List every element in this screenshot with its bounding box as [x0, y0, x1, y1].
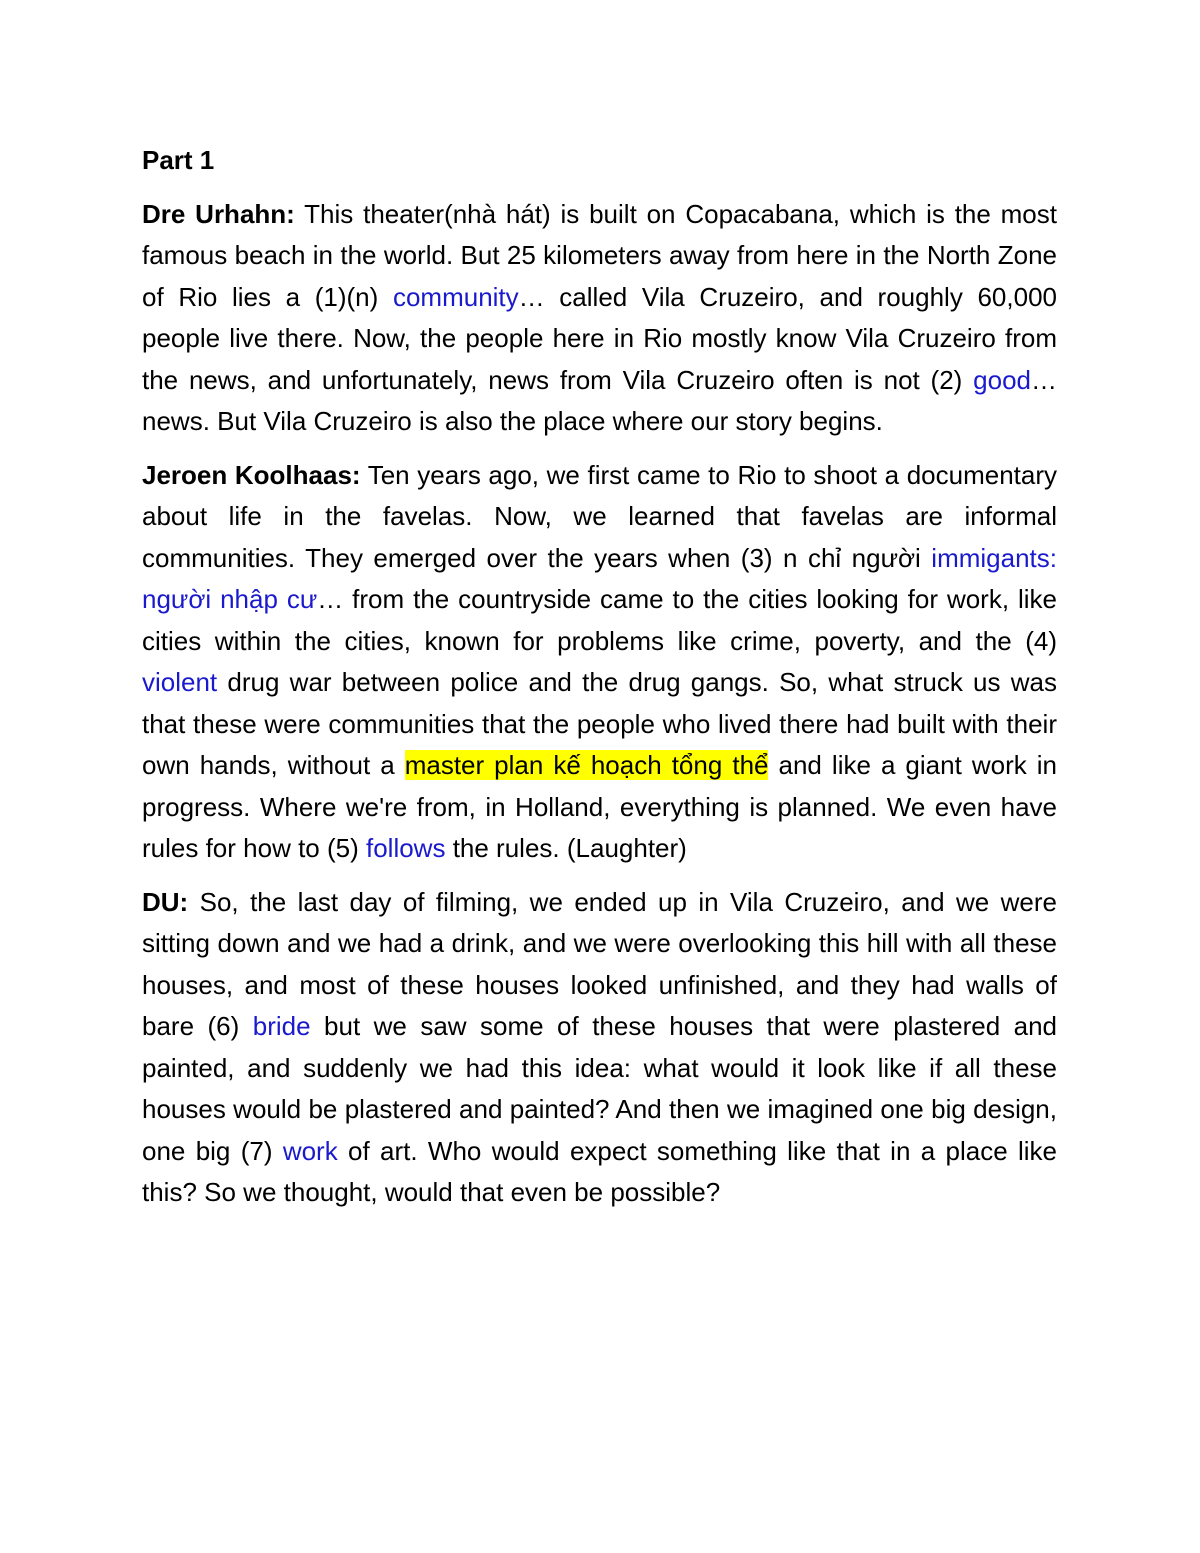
answer-2: good [973, 364, 1031, 395]
answer-4: violent [142, 667, 218, 697]
answer-7: work [282, 1135, 338, 1166]
speaker-name: DU: [142, 886, 189, 917]
document-page [142, 140, 1057, 1226]
paragraph-text: … called Vila Cruzeiro, and roughly 60,000 people live there. Now, the people here in Rio mostly know Vila Cruzeiro from the news, and unfortunately, news from Vila Cruzeiro often is not (2) [142, 281, 1057, 395]
paragraph-text: So, the last day of filming, we ended up in Vila Cruzeiro, and we were sitting down and we had a drink, and we were overlooking this hill with all these houses, and most of these houses looked unfinished, and they had walls of bare (6) [142, 886, 1057, 1041]
paragraph-text: drug war between police and the drug gangs. So, what struck us was that these were communities that the people who lived there had built with their own hands, without a [142, 667, 1057, 780]
paragraph-jeroen-koolhaas [142, 455, 1057, 870]
paragraph-text: … from the countryside came to the cities looking for work, like cities within the cities, known for problems like crime, poverty, and the (4) [142, 584, 1057, 656]
answer-3: immigants: người nhập cư [142, 542, 1057, 614]
part-heading: Part 1 [142, 145, 215, 175]
paragraph-dre-urhahn [142, 194, 1057, 443]
paragraph-text: of art. Who would expect something like that in a place like this? So we thought, would that even be possible? [142, 1135, 1057, 1207]
answer-6: bride [252, 1011, 311, 1041]
paragraph-text: … news. But Vila Cruzeiro is also the place where our story begins. [142, 364, 1057, 436]
paragraph-du [142, 882, 1057, 1214]
paragraph-text: the rules. (Laughter) [445, 833, 687, 863]
answer-1: community [392, 281, 519, 312]
paragraph-text: Ten years ago, we first came to Rio to shoot a documentary about life in the favelas. Now, we learned that favelas are informal communities. They emerged over the years when (3) n chỉ người [142, 459, 1057, 573]
highlighted-note: master plan kế hoạch tổng thể [404, 750, 769, 780]
speaker-name: Jeroen Koolhaas: [142, 459, 361, 490]
paragraph-text: but we saw some of these houses that were plastered and painted, and suddenly we had this idea: what would it look like if all these houses would be plastered and painted? And then we imagined one big design, one big (7) [142, 1011, 1057, 1166]
speaker-name: Dre Urhahn: [142, 198, 295, 229]
answer-5: follows [365, 833, 446, 863]
paragraph-text: This theater(nhà hát) is built on Copacabana, which is the most famous beach in the world. But 25 kilometers away from here in the North Zone of Rio lies a (1)(n) [142, 198, 1057, 312]
paragraph-text: and like a giant work in progress. Where we're from, in Holland, everything is planned. We even have rules for how to (5) [142, 750, 1057, 863]
